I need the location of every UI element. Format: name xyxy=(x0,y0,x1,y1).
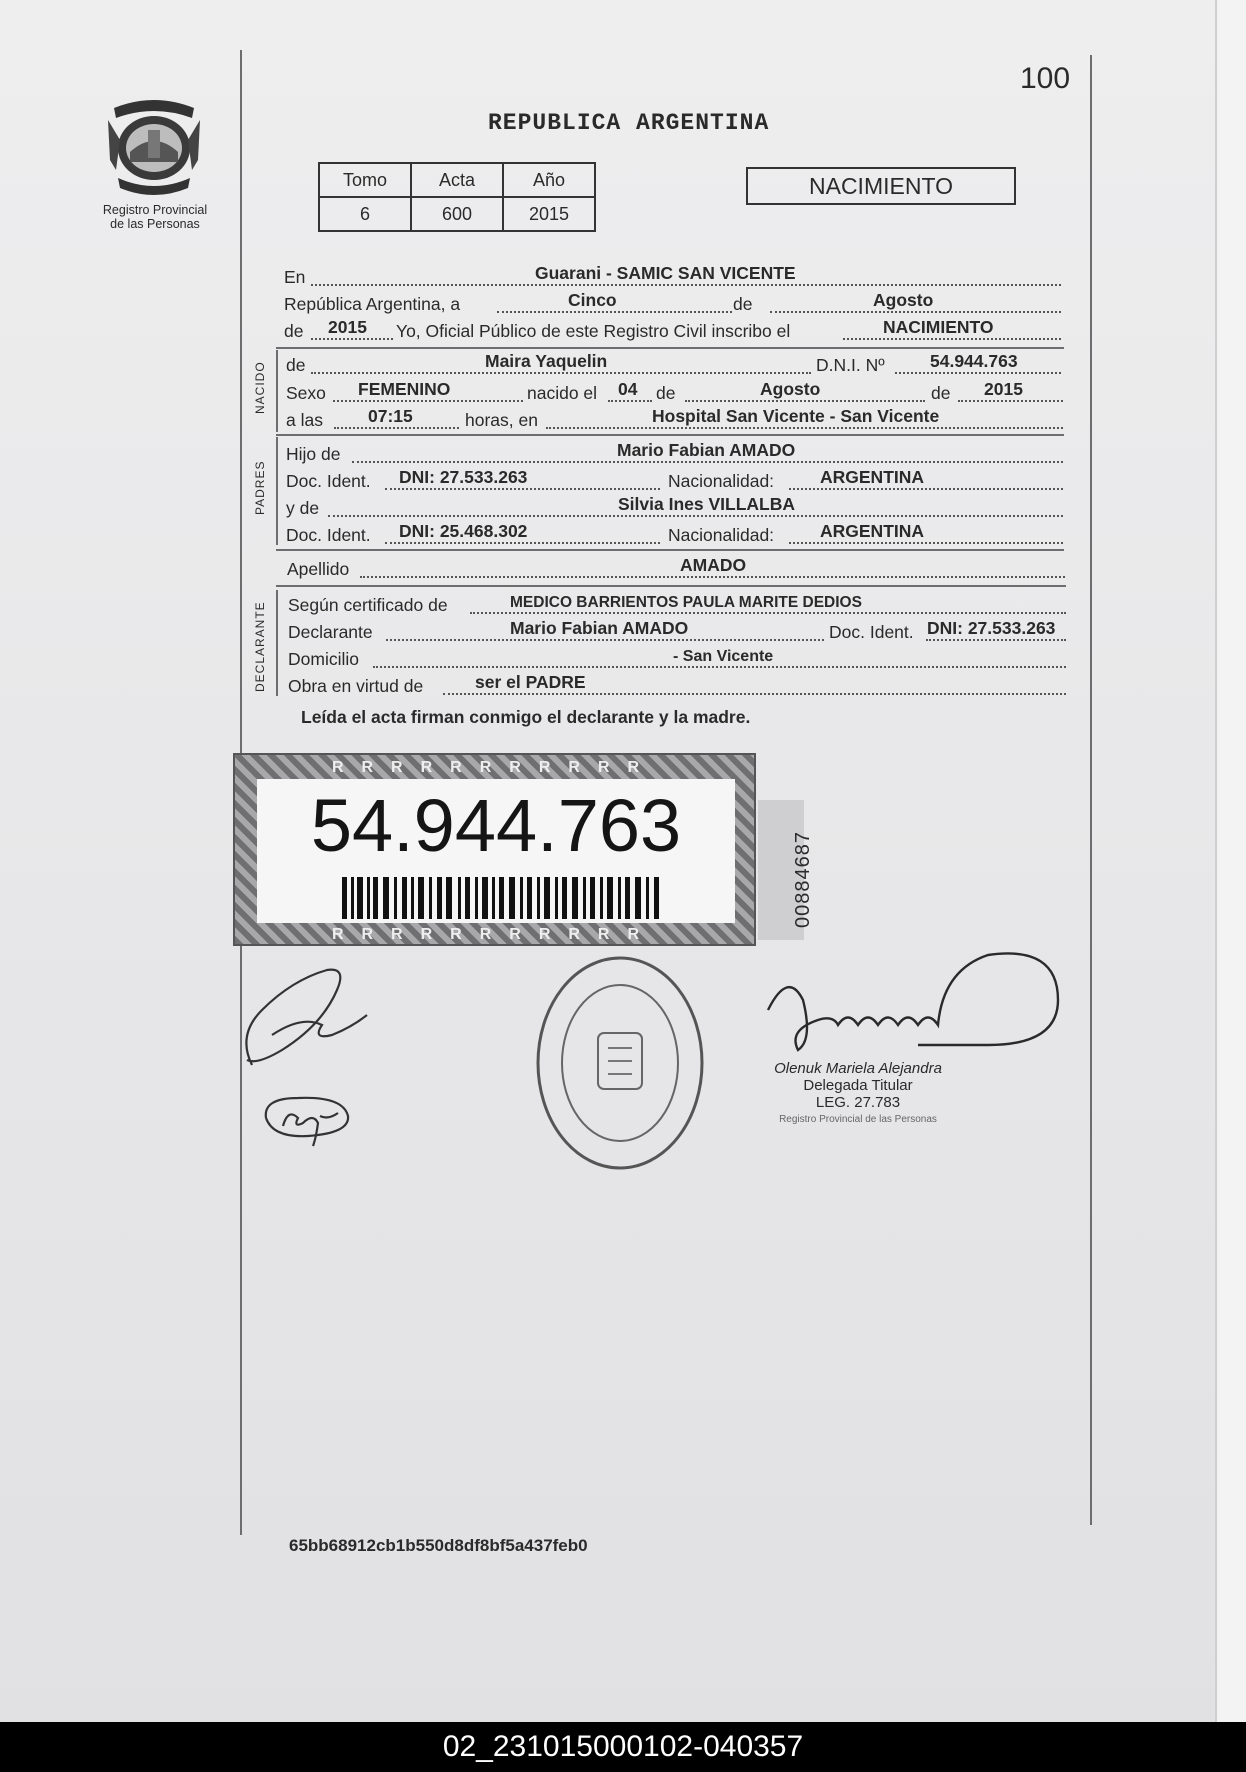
field-label: Hijo de xyxy=(286,444,341,464)
field-label: Doc. Ident. xyxy=(286,471,371,491)
dni-card xyxy=(257,779,735,923)
closing-statement: Leída el acta firman conmigo el declarante y la madre. xyxy=(301,707,751,727)
document-title: REPUBLICA ARGENTINA xyxy=(488,110,770,136)
barcode-icon xyxy=(342,877,662,919)
field-label: Sexo xyxy=(286,383,326,403)
field-label: República Argentina, a xyxy=(284,294,461,314)
field-label: Según certificado de xyxy=(288,595,448,615)
field-label: Yo, Oficial Público de este Registro Civil inscribo el xyxy=(396,321,791,341)
field-value-dia: 04 xyxy=(618,379,638,399)
side-label-padres: PADRES xyxy=(253,460,267,515)
official-leg: LEG. 27.783 xyxy=(815,1094,901,1111)
field-value-acta-type: NACIMIENTO xyxy=(883,317,994,337)
acta-header-tomo: Tomo xyxy=(319,163,411,197)
mother-signature-icon xyxy=(258,1088,358,1153)
field-label: horas, en xyxy=(465,410,538,430)
field-label: de xyxy=(931,383,951,403)
field-value-apellido: AMADO xyxy=(680,555,747,575)
official-org: Registro Provincial de las Personas xyxy=(779,1114,937,1125)
official-signature-icon xyxy=(758,950,1068,1070)
field-value-dni: 54.944.763 xyxy=(930,351,1018,371)
field-value-madre-dni: DNI: 25.468.302 xyxy=(399,521,528,541)
divider xyxy=(276,347,1064,349)
field-label: Domicilio xyxy=(288,649,359,669)
official-name: Olenuk Mariela Alejandra xyxy=(774,1060,942,1077)
registry-name-line2: de las Personas xyxy=(110,217,200,231)
field-value-madre-nac: ARGENTINA xyxy=(820,521,925,541)
footer-id-bar: 02_231015000102-040357 xyxy=(0,1722,1246,1772)
field-label: Apellido xyxy=(287,559,350,579)
field-label: Doc. Ident. xyxy=(286,525,371,545)
field-value-mes: Agosto xyxy=(760,379,821,399)
registry-name-line1: Registro Provincial xyxy=(102,203,208,217)
divider xyxy=(276,434,1064,436)
field-value-month: Agosto xyxy=(873,290,934,310)
acta-value-anio: 2015 xyxy=(503,197,595,231)
field-label: de xyxy=(284,321,304,341)
field-value-padre: Mario Fabian AMADO xyxy=(617,440,796,460)
field-value-certificado: MEDICO BARRIENTOS PAULA MARITE DEDIOS xyxy=(510,594,862,611)
field-label: D.N.I. Nº xyxy=(816,355,885,375)
field-label: de xyxy=(733,294,753,314)
registry-seal-icon xyxy=(533,953,707,1173)
field-label: y de xyxy=(286,498,320,518)
field-label: Declarante xyxy=(288,622,373,642)
page-edge xyxy=(1215,0,1246,1722)
dni-number: 54.944.763 xyxy=(310,784,682,867)
field-label: En xyxy=(284,267,306,287)
field-value-place: Guarani - SAMIC SAN VICENTE xyxy=(535,263,796,283)
registry-name xyxy=(80,203,230,231)
field-value-sexo: FEMENINO xyxy=(358,379,451,399)
field-label: Doc. Ident. xyxy=(829,622,914,642)
field-value-madre: Silvia Ines VILLALBA xyxy=(618,494,795,514)
field-value-lugar: Hospital San Vicente - San Vicente xyxy=(652,406,940,426)
dni-sticker: RRRRRRRRRRR RRRRRRRRRRR 54.944.763 xyxy=(233,753,756,946)
field-label: de xyxy=(656,383,676,403)
acta-type-box: NACIMIENTO xyxy=(746,167,1016,205)
father-signature-icon xyxy=(232,955,372,1085)
field-label: Nacionalidad: xyxy=(668,525,775,545)
document-hash: 65bb68912cb1b550d8df8bf5a437feb0 xyxy=(289,1536,588,1555)
field-value-domicilio: - San Vicente xyxy=(673,648,774,665)
field-label: de xyxy=(286,355,306,375)
official-role: Delegada Titular xyxy=(803,1077,913,1094)
misiones-crest-icon xyxy=(104,90,204,200)
acta-header-anio: Año xyxy=(503,163,595,197)
serial-label xyxy=(758,800,814,940)
side-label-declarante: DECLARANTE xyxy=(253,601,267,692)
divider xyxy=(276,549,1064,551)
serial-number: 00884687 xyxy=(792,831,814,928)
acta-table xyxy=(318,162,596,232)
field-label: nacido el xyxy=(527,383,598,403)
field-value-obra: ser el PADRE xyxy=(475,672,586,692)
divider xyxy=(276,585,1066,587)
field-value-year: 2015 xyxy=(328,317,367,337)
field-label: Nacionalidad: xyxy=(668,471,775,491)
field-label: Obra en virtud de xyxy=(288,676,424,696)
right-margin-line xyxy=(1090,55,1092,1525)
acta-value-acta: 600 xyxy=(411,197,503,231)
acta-value-tomo: 6 xyxy=(319,197,411,231)
field-value-hora: 07:15 xyxy=(368,406,413,426)
side-label-nacido: NACIDO xyxy=(253,361,267,414)
official-stamp xyxy=(758,1060,958,1128)
field-value-nombre: Maira Yaquelin xyxy=(485,351,608,371)
field-value-padre-dni: DNI: 27.533.263 xyxy=(399,467,528,487)
field-value-day: Cinco xyxy=(568,290,617,310)
field-value-anio: 2015 xyxy=(984,379,1023,399)
field-value-declarante: Mario Fabian AMADO xyxy=(510,618,689,638)
acta-header-acta: Acta xyxy=(411,163,503,197)
field-value-padre-nac: ARGENTINA xyxy=(820,467,925,487)
field-label: a las xyxy=(286,410,323,430)
field-value-declarante-dni: DNI: 27.533.263 xyxy=(927,618,1056,638)
page-number: 100 xyxy=(1020,62,1071,95)
